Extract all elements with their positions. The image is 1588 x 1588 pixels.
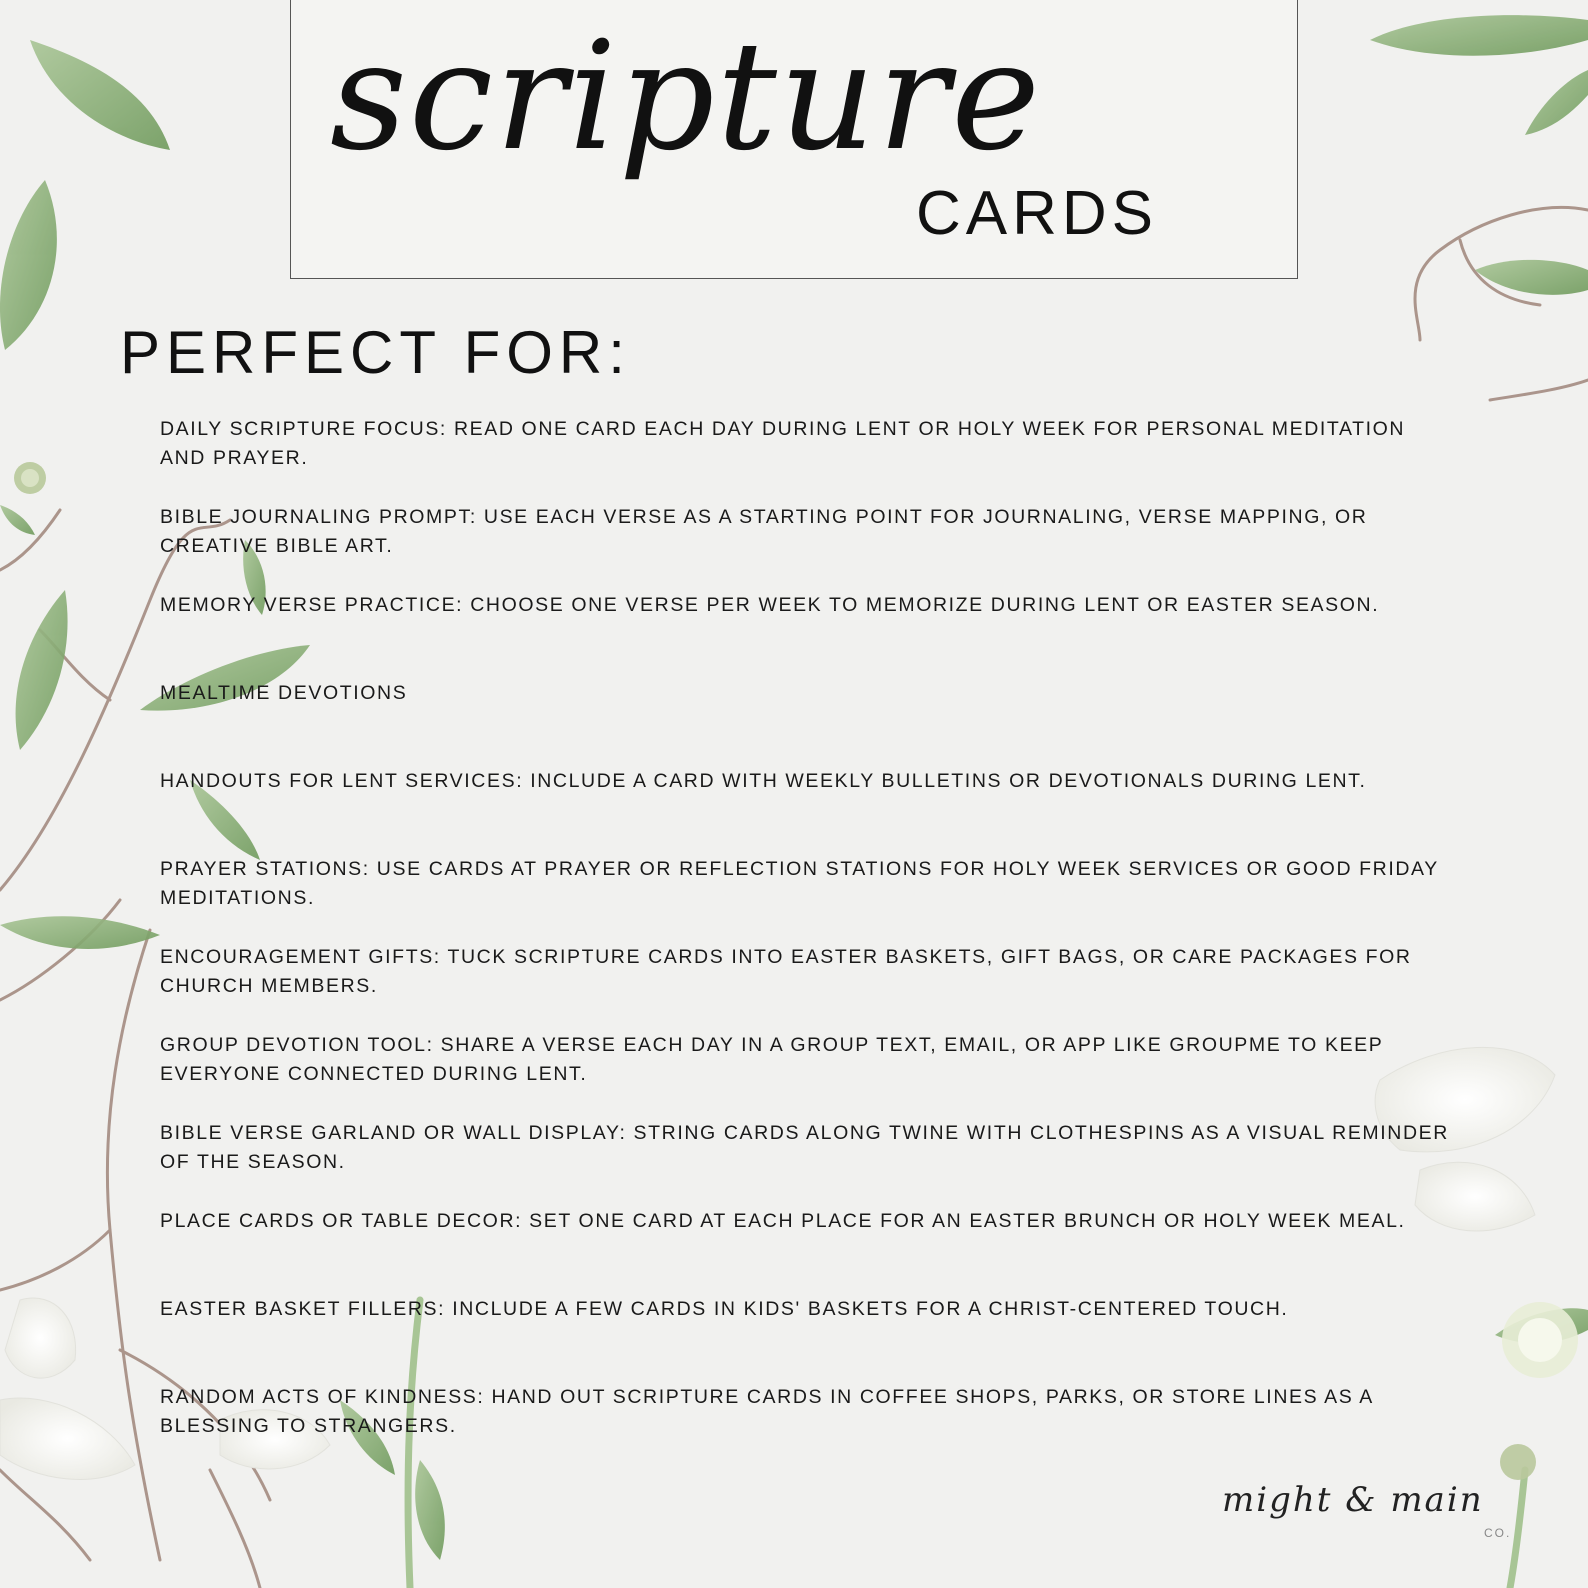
list-item: MEALTIME DEVOTIONS [160, 682, 408, 704]
list-item: RANDOM ACTS OF KINDNESS: HAND OUT SCRIPTURE CARDS IN COFFEE SHOPS, PARKS, OR STORE LINES AS A BLESSING TO STRANGERS. [160, 1386, 1373, 1437]
list-item: HANDOUTS FOR LENT SERVICES: INCLUDE A CARD WITH WEEKLY BULLETINS OR DEVOTIONALS DURING LENT. [160, 770, 1367, 792]
uses-list [160, 415, 1450, 1471]
list-item: PLACE CARDS OR TABLE DECOR: SET ONE CARD AT EACH PLACE FOR AN EASTER BRUNCH OR HOLY WEEK MEAL. [160, 1210, 1406, 1232]
logo-wordmark: might & main [1222, 1480, 1484, 1520]
list-item: MEMORY VERSE PRACTICE: CHOOSE ONE VERSE PER WEEK TO MEMORIZE DURING LENT OR EASTER SEASON. [160, 594, 1380, 616]
twig-branches-right [1415, 207, 1588, 400]
brand-logo [1222, 1480, 1542, 1560]
logo-suffix: CO. [1484, 1526, 1512, 1540]
list-item: BIBLE VERSE GARLAND OR WALL DISPLAY: STRING CARDS ALONG TWINE WITH CLOTHESPINS AS A VISUAL REMINDER OF THE SEASON. [160, 1122, 1449, 1173]
list-item: GROUP DEVOTION TOOL: SHARE A VERSE EACH DAY IN A GROUP TEXT, EMAIL, OR APP LIKE GROUPME TO KEEP EVERYONE CONNECTED DURING LENT. [160, 1034, 1384, 1085]
list-item: PRAYER STATIONS: USE CARDS AT PRAYER OR REFLECTION STATIONS FOR HOLY WEEK SERVICES OR GOOD FRIDAY MEDITATIONS. [160, 858, 1439, 909]
list-item: DAILY SCRIPTURE FOCUS: READ ONE CARD EACH DAY DURING LENT OR HOLY WEEK FOR PERSONAL MEDITATION AND PRAYER. [160, 418, 1406, 469]
list-item: EASTER BASKET FILLERS: INCLUDE A FEW CARDS IN KIDS' BASKETS FOR A CHRIST-CENTERED TOUCH. [160, 1298, 1289, 1320]
list-item: ENCOURAGEMENT GIFTS: TUCK SCRIPTURE CARDS INTO EASTER BASKETS, GIFT BAGS, OR CARE PACKAGES FOR CHURCH MEMBERS. [160, 946, 1412, 997]
script-title: scripture [330, 10, 1043, 184]
cards-subtitle: CARDS [916, 179, 1159, 248]
list-item: BIBLE JOURNALING PROMPT: USE EACH VERSE AS A STARTING POINT FOR JOURNALING, VERSE MAPPING, OR CREATIVE BIBLE ART. [160, 506, 1368, 557]
perfect-for-heading: PERFECT FOR: [120, 319, 631, 386]
